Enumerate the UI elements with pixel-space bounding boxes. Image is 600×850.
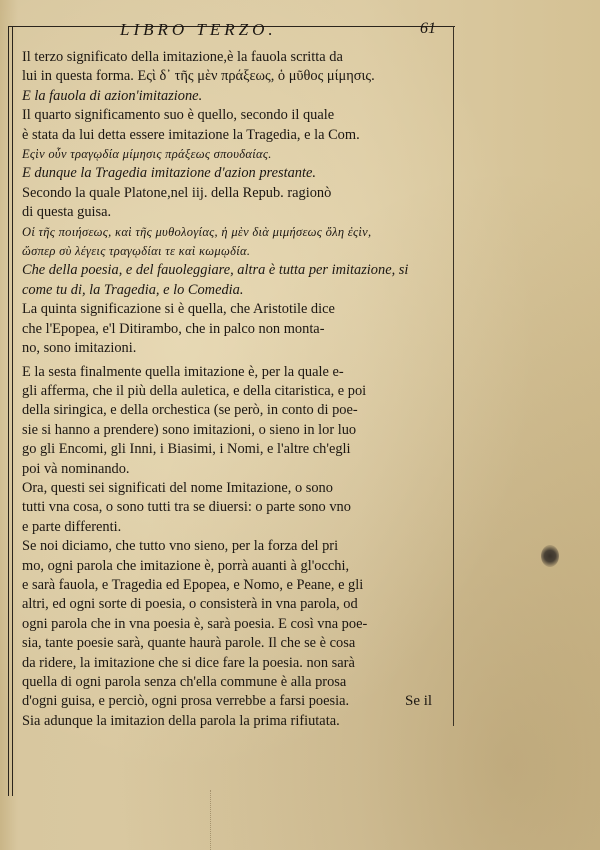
translation-line: come tu di, la Tragedia, e lo Comedia. bbox=[22, 281, 244, 298]
page-number: 61 bbox=[420, 20, 436, 37]
translation-line: E la fauola di azion'imitazione. bbox=[22, 87, 203, 104]
text-line: poi và nominando. bbox=[22, 460, 130, 477]
page-rule-left bbox=[8, 26, 13, 796]
text-line: e parte differenti. bbox=[22, 518, 122, 535]
text-line: da ridere, la imitazione che si dice fare la poesia. non sarà bbox=[22, 654, 355, 671]
text-line: Ora, questi sei significati del nome Imitazione, o sono bbox=[22, 479, 333, 496]
text-line: Se noi diciamo, che tutto vno sieno, per la forza del pri bbox=[22, 538, 339, 555]
text-line: Sia adunque la imitazion della parola la prima rifiutata. bbox=[22, 712, 340, 729]
text-line: mo, ogni parola che imitazione è, porrà auanti à gl'occhi, bbox=[22, 557, 350, 574]
text-line: d'ogni guisa, e perciò, ogni prosa verrebbe a farsi poesia. bbox=[22, 693, 350, 710]
greek-quote-line: ὥσπερ σὺ λέγεις τραγῳδίαι τε καὶ κωμῳδία. bbox=[22, 244, 251, 259]
text-line: ogni parola che in vna poesia è, sarà poesia. E così vna poe- bbox=[22, 615, 368, 632]
text-line: gli afferma, che il più della auletica, e della citaristica, e poi bbox=[22, 382, 367, 399]
page-body-text bbox=[22, 48, 452, 731]
text-line: Il quarto significamento suo è quello, secondo il quale bbox=[22, 107, 335, 124]
text-line: Il terzo significato della imitazione,è la fauola scritta da bbox=[22, 49, 343, 65]
text-line: e sarà fauola, e Tragedia ed Epopea, e Nomo, e Peane, e gli bbox=[22, 576, 364, 593]
text-line: La quinta significazione si è quella, che Aristotile dice bbox=[22, 301, 335, 318]
greek-quote-line: Οἱ τῆς ποιήσεως, καὶ τῆς μυθολογίας, ἡ μὲν διὰ μιμήσεως ὅλη ἐςὶν, bbox=[22, 224, 372, 239]
paper-crease bbox=[210, 790, 212, 850]
text-line: tutti vna cosa, o sono tutti tra se diuersi: o parte sono vno bbox=[22, 499, 351, 516]
text-line: E la sesta finalmente quella imitazione è, per la quale e- bbox=[22, 363, 344, 380]
running-head: LIBRO TERZO. bbox=[120, 20, 277, 39]
text-line: go gli Encomi, gli Inni, i Biasimi, i Nomi, e l'altre ch'egli bbox=[22, 441, 351, 458]
text-line: quella di ogni parola senza ch'ella commune è alla prosa bbox=[22, 674, 347, 690]
text-line: che l'Epopea, e'l Ditirambo, che in palco non monta- bbox=[22, 320, 325, 337]
text-line: di questa guisa. bbox=[22, 204, 112, 221]
text-line: è stata da lui detta essere imitazione la Tragedia, e la Com. bbox=[22, 126, 360, 143]
page-rule-right bbox=[453, 26, 456, 726]
ink-bleed-mark bbox=[541, 545, 559, 567]
translation-line: Che della poesia, e del fauoleggiare, altra è tutta per imitazione, si bbox=[22, 262, 409, 279]
catchword: Se il bbox=[405, 693, 433, 709]
translation-line: E dunque la Tragedia imitazione d'azion prestante. bbox=[22, 165, 316, 182]
text-line: sie si hanno a prendere) sono imitazioni, o sieno in lor luo bbox=[22, 421, 357, 438]
text-line: altri, ed ogni sorte di poesia, o consisterà in vna parola, od bbox=[22, 596, 358, 613]
text-line: lui in questa forma. Εςὶ δ᾽ τῆς μὲν πράξεως, ὁ μῦθος μίμησις. bbox=[22, 68, 375, 85]
text-line: no, sono imitazioni. bbox=[22, 340, 137, 357]
text-line: sia, tante poesie sarà, quante haurà parole. Il che se è cosa bbox=[22, 635, 356, 652]
text-line: della siringica, e della orchestica (se però, in conto di poe- bbox=[22, 402, 358, 419]
text-line: Secondo la quale Platone,nel iij. della Repub. ragionò bbox=[22, 184, 332, 201]
greek-quote-line: Εςὶν οὖν τραγῳδία μίμησις πράξεως σπουδαίας. bbox=[22, 147, 272, 162]
